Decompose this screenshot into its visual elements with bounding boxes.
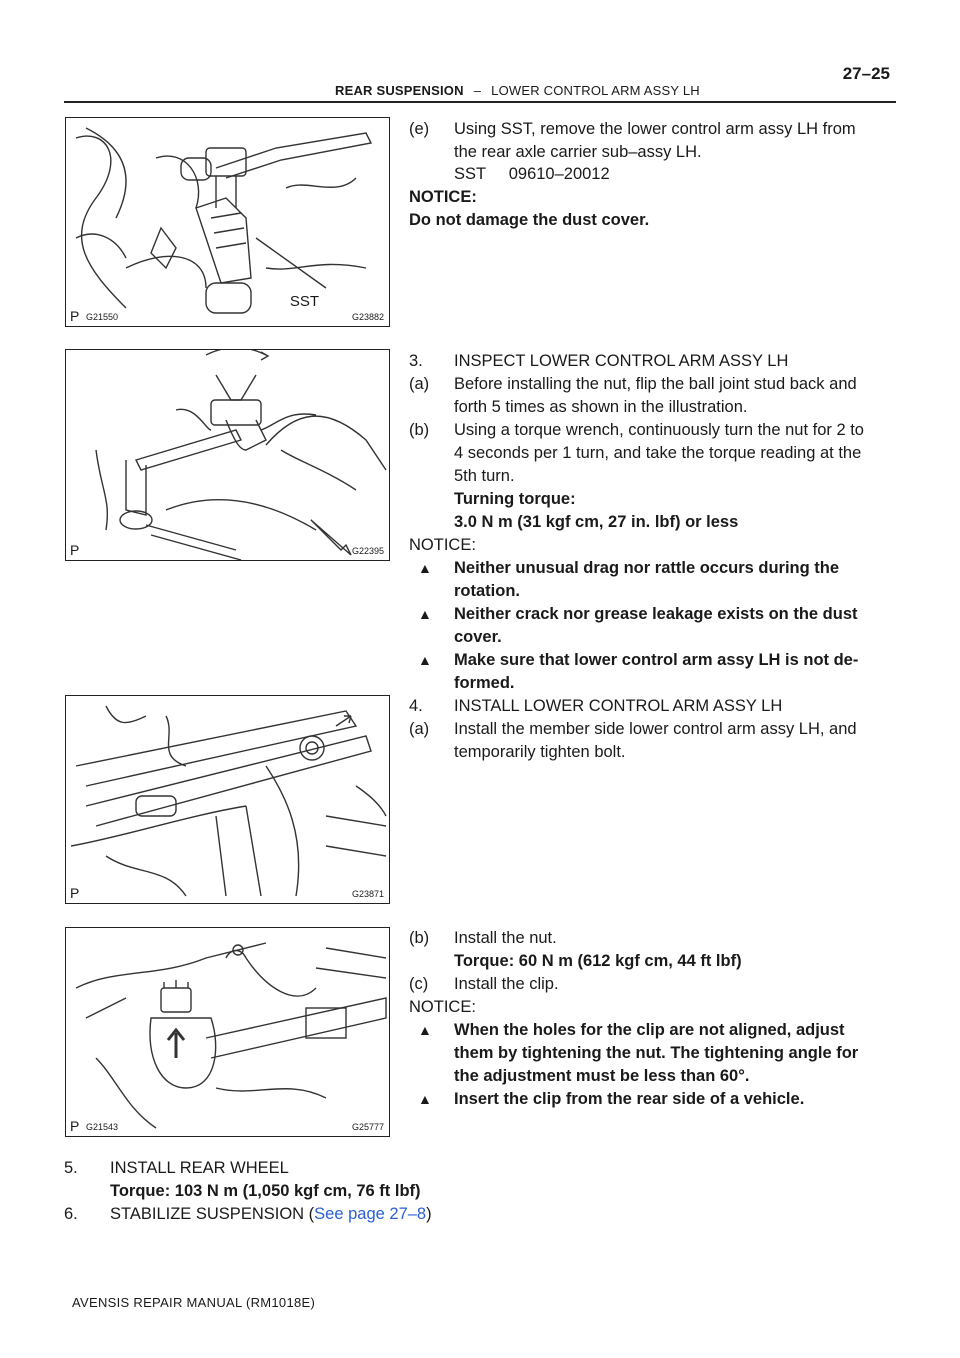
figure-p-mark: P [70,542,80,558]
header-rule [64,101,896,103]
step5-torque: Torque: 103 N m (1,050 kgf cm, 76 ft lbf) [110,1182,421,1200]
step6-title-post: ) [426,1205,432,1223]
notice1-heading: NOTICE: [409,188,477,206]
notice3-item2-line1: Insert the clip from the rear side of a vehicle. [454,1090,805,1108]
step-e-line2: the rear axle carrier sub–assy LH. [454,143,702,161]
figure-code-right: G25777 [351,1122,384,1132]
step4-number: 4. [409,697,423,715]
figure-member-side-bolt [65,695,390,904]
step3-a-label: (a) [409,375,430,393]
step3-torque-label: Turning torque: [454,490,576,508]
notice2-bullet-3: ▲ [418,652,432,668]
figure-code-left: G21550 [86,312,119,322]
notice3-item1-line1: When the holes for the clip are not aligned, adjust [454,1021,845,1039]
step5-number: 5. [64,1159,78,1177]
step4-c-label: (c) [409,975,429,993]
sst-callout: SST [289,293,319,310]
step-e-sst: SST 09610–20012 [454,165,610,183]
step6-number: 6. [64,1205,78,1223]
notice2-item1-line1: Neither unusual drag nor rattle occurs during the [454,559,840,577]
step4-a-line2: temporarily tighten bolt. [454,743,626,761]
running-header [335,83,700,98]
step5-title: INSTALL REAR WHEEL [110,1159,289,1177]
step-e-label: (e) [409,120,430,138]
step3-title: INSPECT LOWER CONTROL ARM ASSY LH [454,352,789,370]
step3-a-line1: Before installing the nut, flip the ball joint stud back and [454,375,857,393]
header-section: REAR SUSPENSION [335,83,464,98]
step3-b-line2: 4 seconds per 1 turn, and take the torque reading at the [454,444,862,462]
notice2-item3-line2: formed. [454,674,515,692]
notice2-item1-line2: rotation. [454,582,520,600]
page-number: 27–25 [842,64,890,83]
notice3-bullet-1: ▲ [418,1022,432,1038]
step3-number: 3. [409,352,423,370]
figure-code-right: G22395 [351,546,384,556]
step3-b-line1: Using a torque wrench, continuously turn the nut for 2 to [454,421,864,439]
footer-manual-id: AVENSIS REPAIR MANUAL (RM1018E) [72,1295,316,1310]
header-subsection: LOWER CONTROL ARM ASSY LH [491,83,700,98]
figure-code-right: G23871 [351,889,384,899]
notice2-heading: NOTICE: [409,536,476,554]
notice3-item1-line3: the adjustment must be less than 60°. [454,1067,750,1085]
illustration-lower-arm-member [66,696,389,903]
notice2-bullet-2: ▲ [418,606,432,622]
figure-p-mark: P [70,1118,80,1134]
notice2-item3-line1: Make sure that lower control arm assy LH is not de- [454,651,859,669]
step3-b-line3: 5th turn. [454,467,515,485]
notice2-item2-line1: Neither crack nor grease leakage exists on the dust [454,605,858,623]
figure-code-right: G23882 [351,312,384,322]
figure-code-left: G21543 [86,1122,119,1132]
figure-p-mark: P [70,308,80,324]
step4-b-torque: Torque: 60 N m (612 kgf cm, 44 ft lbf) [454,952,742,970]
notice3-heading: NOTICE: [409,998,476,1016]
step4-c-text: Install the clip. [454,975,559,993]
figure-sst-removal [65,117,390,327]
illustration-torque-wrench [66,350,389,560]
illustration-sst-puller [66,118,389,326]
step4-a-line1: Install the member side lower control arm assy LH, and [454,720,857,738]
notice1-text: Do not damage the dust cover. [409,211,650,229]
illustration-ball-joint-nut [66,928,389,1136]
notice2-item2-line2: cover. [454,628,502,646]
step4-b-text: Install the nut. [454,929,557,947]
notice3-bullet-2: ▲ [418,1091,432,1107]
see-page-link[interactable]: See page 27–8 [314,1205,427,1223]
notice3-item1-line2: them by tightening the nut. The tightening angle for [454,1044,859,1062]
step4-title: INSTALL LOWER CONTROL ARM ASSY LH [454,697,783,715]
figure-nut-and-clip [65,927,390,1137]
step4-a-label: (a) [409,720,430,738]
step3-torque-value: 3.0 N m (31 kgf cm, 27 in. lbf) or less [454,513,739,531]
step6-title-pre: STABILIZE SUSPENSION ( [110,1205,315,1223]
notice2-bullet-1: ▲ [418,560,432,576]
step-e-line1: Using SST, remove the lower control arm assy LH from [454,120,856,138]
figure-p-mark: P [70,885,80,901]
step4-b-label: (b) [409,929,430,947]
figure-torque-inspection [65,349,390,561]
step6-title [110,1203,432,1226]
header-separator: – [473,83,482,98]
step3-b-label: (b) [409,421,430,439]
step3-a-line2: forth 5 times as shown in the illustration. [454,398,748,416]
